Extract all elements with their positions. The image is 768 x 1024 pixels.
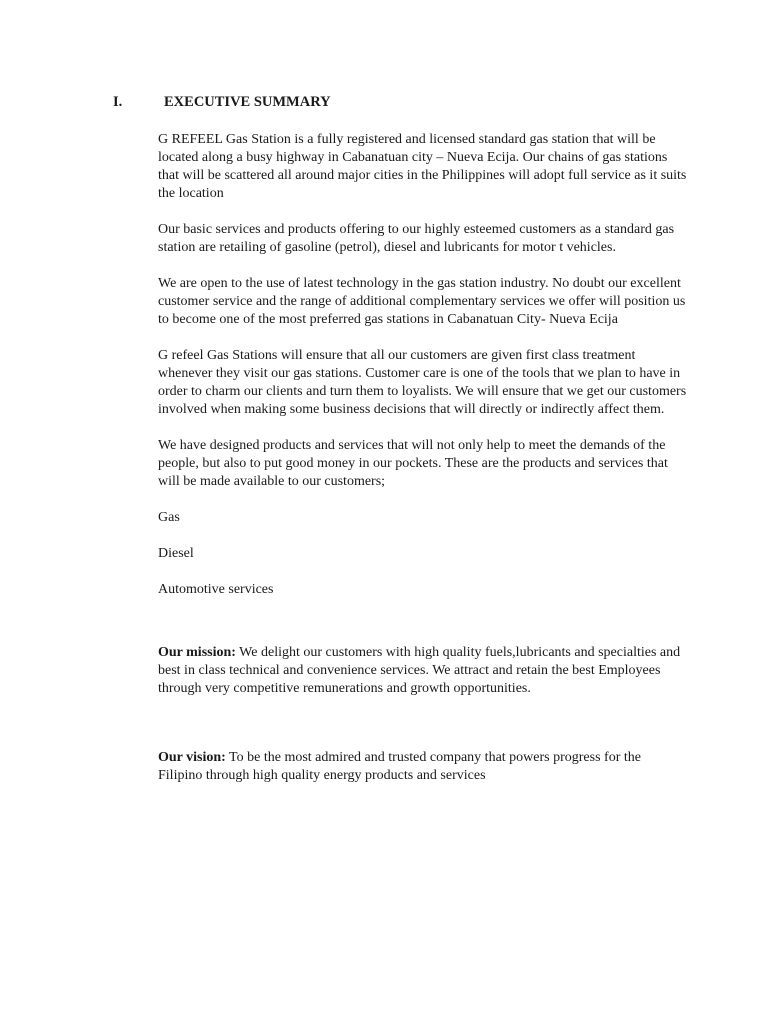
vision-text: To be the most admired and trusted company that powers progress for the Filipino through high quality energy products and services	[158, 750, 641, 783]
services-paragraph: Our basic services and products offering to our highly esteemed customers as a standard gas station are retailing of gasoline (petrol), diesel and lubricants for motor t vehicles.	[158, 222, 675, 255]
section-title: EXECUTIVE SUMMARY	[164, 94, 331, 110]
intro-paragraph: G REFEEL Gas Station is a fully registered and licensed standard gas station that will be located along a busy highway in Cabanatuan city – Nueva Ecija. Our chains of gas stations that will be scattered all around major cities in the Philippines will adopt full service as it suits the location	[158, 132, 687, 201]
mission-statement	[158, 644, 688, 698]
product-item-diesel: Diesel	[158, 546, 194, 561]
product-item-automotive: Automotive services	[158, 582, 274, 597]
mission-text: We delight our customers with high quality fuels,lubricants and specialties and best in class technical and convenience services. We attract and retain the best Employees through very competitive remunerations and growth opportunities.	[158, 645, 681, 696]
technology-paragraph: We are open to the use of latest technology in the gas station industry. No doubt our excellent customer service and the range of additional complementary services we offer will position us to become one of the most preferred gas stations in Cabanatuan City- Nueva Ecija	[158, 276, 686, 327]
vision-statement	[158, 749, 688, 785]
summary-body	[158, 131, 688, 785]
section-heading	[113, 93, 331, 111]
customer-care-paragraph: G refeel Gas Stations will ensure that all our customers are given first class treatment whenever they visit our gas stations. Customer care is one of the tools that we plan to have in order to charm our clients and turn them to loyalists. We will ensure that we get our customers involved when making some business decisions that will directly or indirectly affect them.	[158, 348, 687, 417]
mission-label: Our mission:	[158, 645, 236, 660]
section-number: I.	[113, 94, 123, 110]
vision-label: Our vision:	[158, 750, 226, 765]
product-item-gas: Gas	[158, 510, 180, 525]
products-intro-paragraph: We have designed products and services that will not only help to meet the demands of the people, but also to put good money in our pockets. These are the products and services that will be made available to our customers;	[158, 438, 668, 489]
